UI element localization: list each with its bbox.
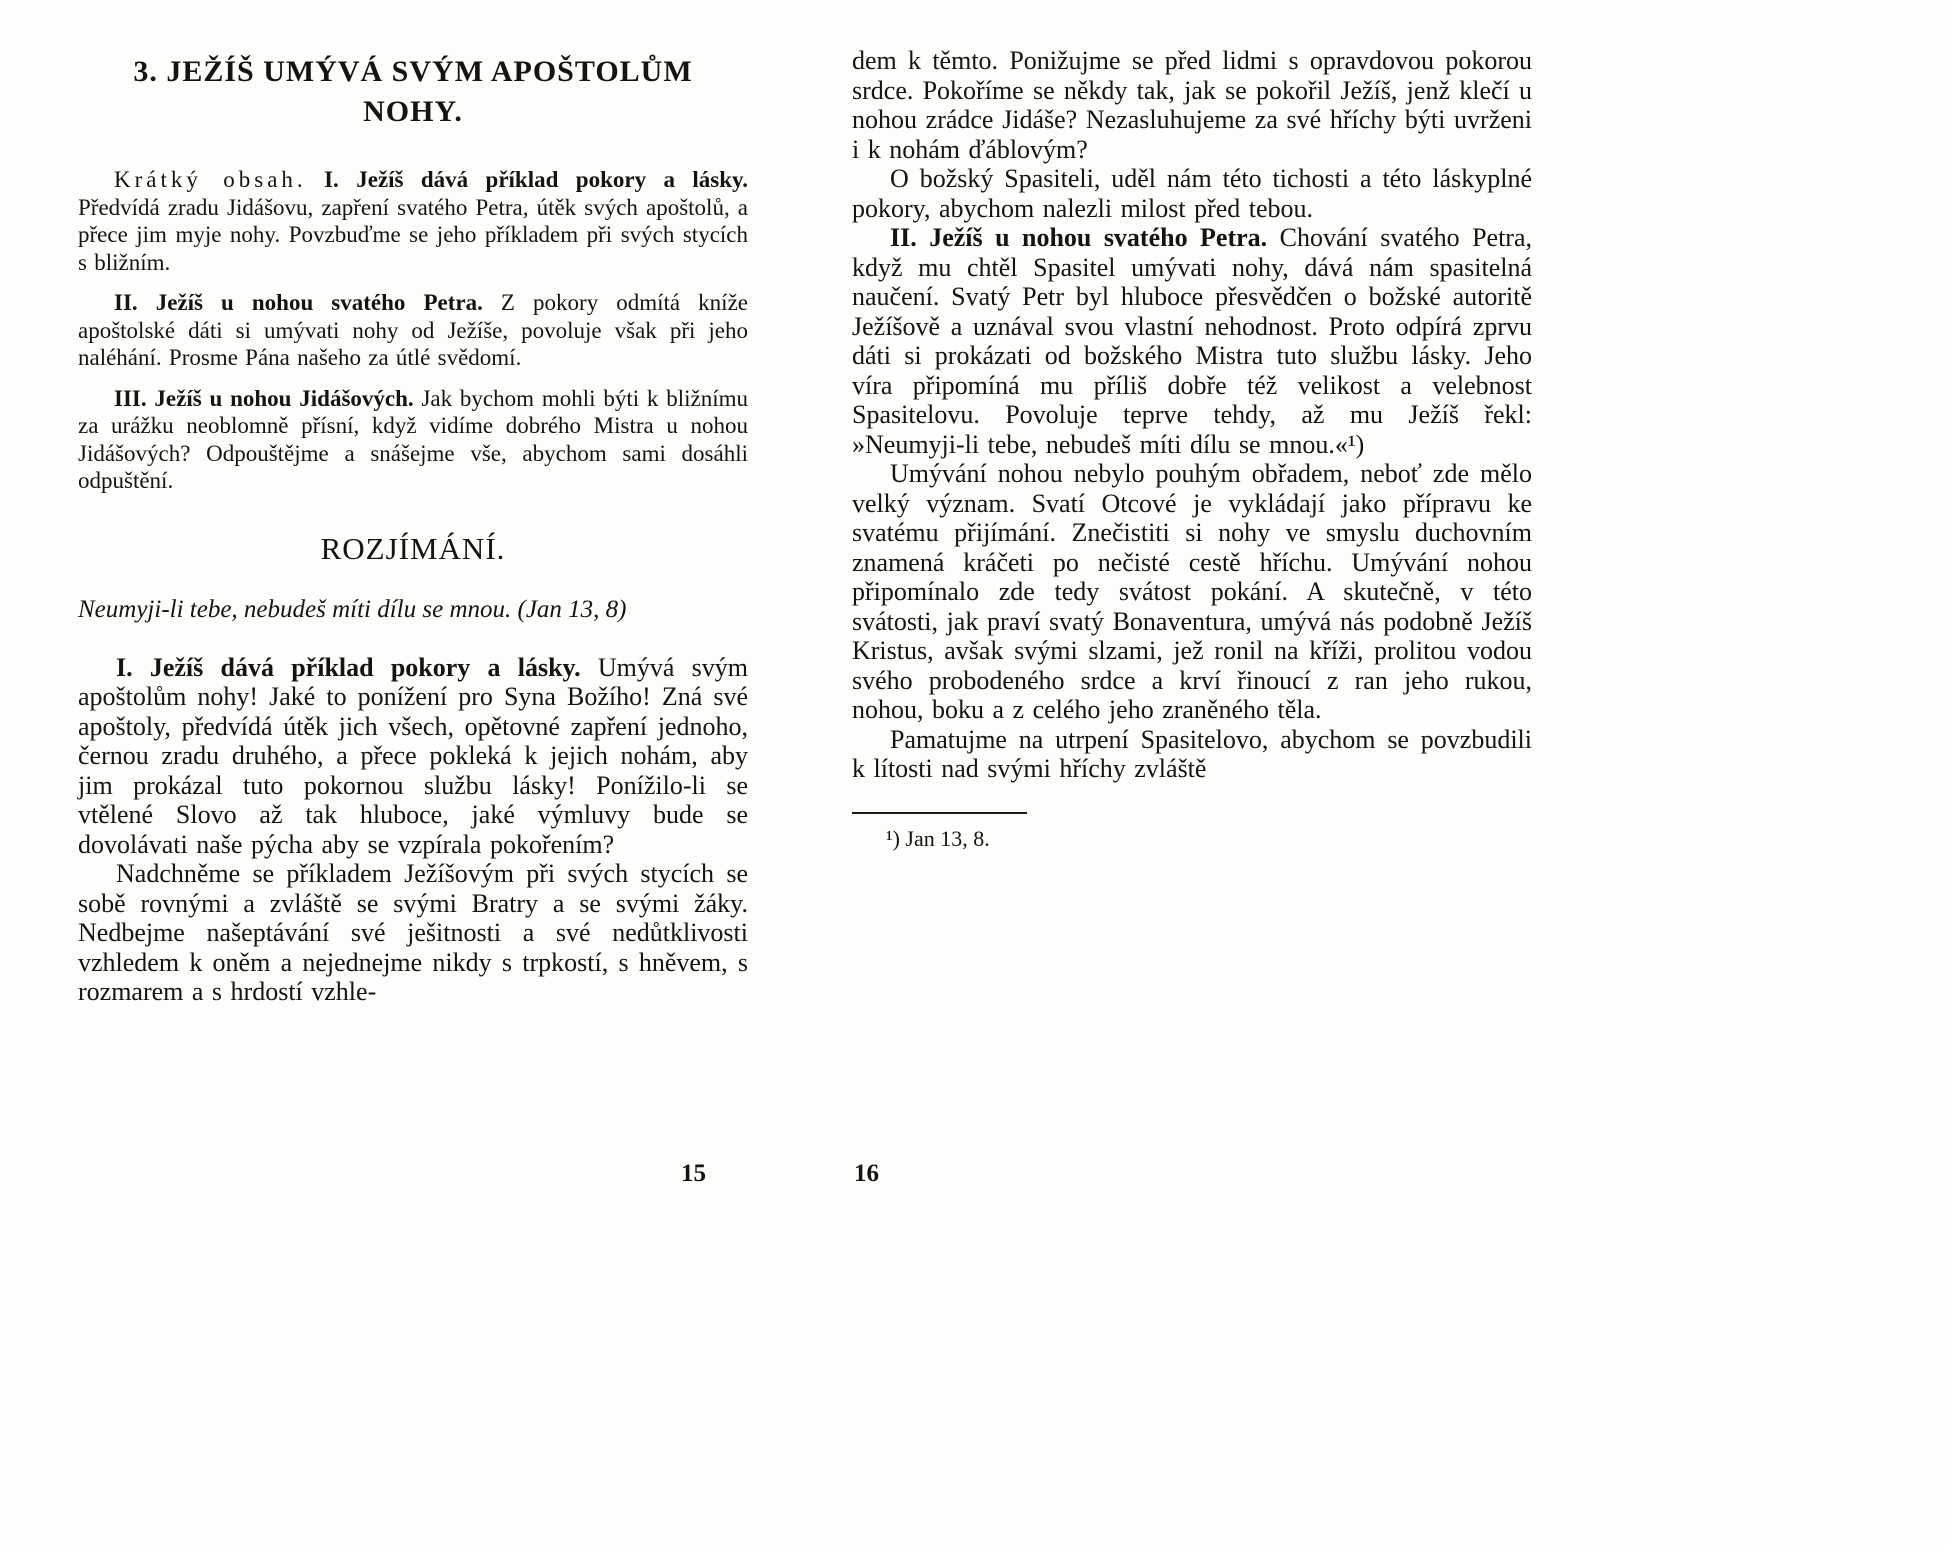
summary-bold-lead: III. Ježíš u nohou Jidášových. xyxy=(114,385,414,411)
body-paragraph: O božský Spasiteli, uděl nám této tichosti a této láskyplné pokory, abychom nalezli milost před tebou. xyxy=(852,164,1532,223)
body-paragraph-continuation: dem k těmto. Ponižujme se před lidmi s opravdovou pokorou srdce. Pokoříme se někdy tak, jak se pokořil Ježíš, jenž klečí u nohou zrádce Jidáše? Nezasluhujeme za své hříchy býti uvrženi i k nohám ďáblovým? xyxy=(852,46,1532,164)
summary-bold-lead: I. Ježíš dává příklad pokory a lásky. xyxy=(324,167,749,192)
body-paragraph xyxy=(78,653,748,860)
chapter-heading xyxy=(78,52,748,132)
paragraph-text: Chování svatého Petra, když mu chtěl Spasitel umývati nohy, dává nám spasitelná naučení. Svatý Petr byl hluboce přesvědčen o božské autoritě Ježíšově a uznával svou vlastní nehodnost. Proto odpírá zprvu dáti si prokázati od božského Mistra tuto službu lásky. Jeho víra připomíná mu příliš dobře též velikost a velebnost Spasitelovu. Povoluje teprve tehdy, až mu Ježíš řekl: »Neumyji-li tebe, nebudeš míti dílu se mnou.«¹) xyxy=(852,223,1532,459)
chapter-heading-line2: NOHY. xyxy=(363,95,463,128)
page-number: 16 xyxy=(854,1160,879,1187)
epigraph: Neumyji-li tebe, nebudeš míti dílu se mnou. (Jan 13, 8) xyxy=(78,595,627,623)
body-paragraph xyxy=(852,223,1532,459)
footnote-text: ¹) Jan 13, 8. xyxy=(886,825,990,851)
paragraph-bold-lead: II. Ježíš u nohou svatého Petra. xyxy=(890,223,1268,252)
body-paragraph: Umývání nohou nebylo pouhým obřadem, neboť zde mělo velký význam. Svatí Otcové je vykládají jako přípravu ke svatému přijímání. Znečistiti si nohy ve smyslu duchovním znamená kráčeti po nečisté cestě hříchu. Umývání nohou připomínalo zde tedy svátost pokání. A skutečně, v této svátosti, jak praví svatý Bonaventura, umývá nás podobně Ježíš Kristus, avšak svými slzami, jež ronil na kříži, prolitou vodou svého probodeného srdce a krví řinoucí z ran jeho rukou, nohou, boku a z celého jeho zraněného těla. xyxy=(852,459,1532,724)
summary-paragraph-2 xyxy=(78,289,748,372)
left-page xyxy=(78,0,748,1500)
footnote xyxy=(852,812,1532,852)
body-paragraph: Nadchněme se příkladem Ježíšovým při svých stycích se sobě rovnými a zvláště se svými Bratry a se svými žáky. Nedbejme našeptávání své ješitnosti a své nedůtklivosti vzhledem k oněm a nejednejme nikdy s trpkostí, s hněvem, s rozmarem a s hrdostí vzhle- xyxy=(78,859,748,1006)
summary-text: Předvídá zradu Jidášovu, zapření svatého Petra, útěk svých apoštolů, a přece jim myje nohy. Povzbuďme se jeho příkladem při svých stycích s bližním. xyxy=(78,194,748,275)
summary-bold-lead: II. Ježíš u nohou svatého Petra. xyxy=(114,290,483,315)
body-paragraph: Pamatujme na utrpení Spasitelovo, abychom se povzbudili k lítosti nad svými hříchy zvláště xyxy=(852,724,1532,783)
right-page xyxy=(852,0,1532,1546)
summary-text: Jak bychom mohli býti k bližnímu za urážku neoblomně přísní, když vidíme dobrého Mistra u nohou Jidášových? Odpouštějme a snášejme vše, abychom sami dosáhli odpuštění. xyxy=(78,385,748,493)
summary-spaced-lead: Krátký obsah. xyxy=(114,167,307,192)
summary-text: Z pokory odmítá kníže apoštolské dáti si umývati nohy od Ježíše, povoluje však při jeho naléhání. Prosme Pána našeho za útlé svědomí. xyxy=(78,290,748,370)
chapter-heading-line1: 3. JEŽÍŠ UMÝVÁ SVÝM APOŠTOLŮM xyxy=(133,55,693,88)
paragraph-bold-lead: I. Ježíš dává příklad pokory a lásky. xyxy=(116,652,581,682)
page-number: 15 xyxy=(681,1160,706,1187)
section-heading: ROZJÍMÁNÍ. xyxy=(320,530,506,566)
paragraph-text: Umývá svým apoštolům nohy! Jaké to ponížení pro Syna Božího! Zná své apoštoly, předvídá útěk jich všech, opětovné zapření jednoho, černou zradu druhého, a přece pokleká k jejich nohám, aby jim prokázal tuto pokornou službu lásky! Ponížilo-li se vtělené Slovo až tak hluboce, jaké výmluvy bude se dovolávati naše pýcha aby se vzpírala pokořením? xyxy=(78,652,748,859)
footnote-rule xyxy=(852,812,1027,814)
summary-paragraph-3 xyxy=(78,385,748,495)
summary-paragraph-1 xyxy=(78,166,748,276)
